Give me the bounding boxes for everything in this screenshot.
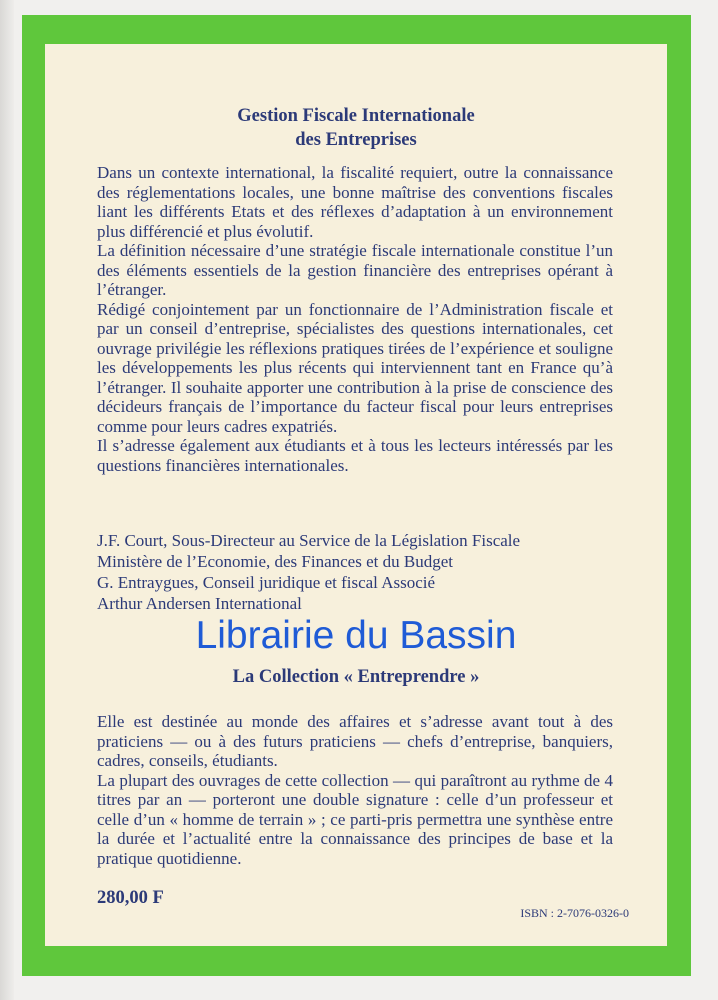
book-title xyxy=(45,104,667,152)
description-paragraph-1: Dans un contexte international, la fiscalité requiert, outre la connaissance des réglementations locales, une bonne maîtrise des conventions fiscales liant les différents Etats et des réflexes d’adaptation à un environnement plus différencié et plus évolutif. xyxy=(97,163,613,241)
author-line-2: Ministère de l’Economie, des Finances et du Budget xyxy=(97,552,453,571)
book-title-line-1: Gestion Fiscale Internationale xyxy=(237,106,475,126)
collection-paragraph-1: Elle est destinée au monde des affaires et s’adresse avant tout à des praticiens — ou à des futurs praticiens — chefs d’entreprise, banquiers, cadres, conseils, étudiants. xyxy=(97,712,613,770)
author-line-3: G. Entraygues, Conseil juridique et fiscal Associé xyxy=(97,573,436,592)
price-label: 280,00 F xyxy=(97,888,164,908)
cover-panel xyxy=(45,44,667,946)
collection-paragraph-2: La plupart des ouvrages de cette collection — qui paraîtront au rythme de 4 titres par an — porteront une double signature : celle d’un professeur et celle d’un « homme de terrain » ; ce parti-pris permettra une synthèse entre la durée et l’actualité entre la connaissance des principes de base et la pratique quotidienne. xyxy=(97,770,613,868)
authors-block xyxy=(97,530,637,614)
description-paragraph-3: Rédigé conjointement par un fonctionnaire de l’Administration fiscale et par un conseil d’entreprise, spécialistes des questions internationales, cet ouvrage privilégie les réflexions pratiques tirées de l’expérience et souligne les développements les plus récents qui interviennent tant en France qu’à l’étranger. Il souhaite apporter une contribution à la prise de conscience des décideurs français de l’importance du facteur fiscal pour leurs entreprises comme pour leurs cadres expatriés. xyxy=(97,299,613,436)
book-title-line-2: des Entreprises xyxy=(295,130,417,150)
bookseller-watermark: Librairie du Bassin xyxy=(195,614,517,657)
description-paragraph-2: La définition nécessaire d’une stratégie fiscale internationale constitue l’un des éléments essentiels de la gestion financière des entreprises opérant à l’étranger. xyxy=(97,241,613,299)
collection-block xyxy=(97,712,613,868)
collection-title: La Collection « Entreprendre » xyxy=(232,667,480,687)
author-line-4: Arthur Andersen International xyxy=(97,594,302,613)
book-spine-shadow xyxy=(0,0,14,1000)
isbn-label: ISBN : 2-7076-0326-0 xyxy=(520,906,629,920)
description-block xyxy=(97,163,613,475)
description-paragraph-4: Il s’adresse également aux étudiants et à tous les lecteurs intéressés par les questions financières internationales. xyxy=(97,436,613,475)
author-line-1: J.F. Court, Sous-Directeur au Service de la Législation Fiscale xyxy=(97,531,521,550)
